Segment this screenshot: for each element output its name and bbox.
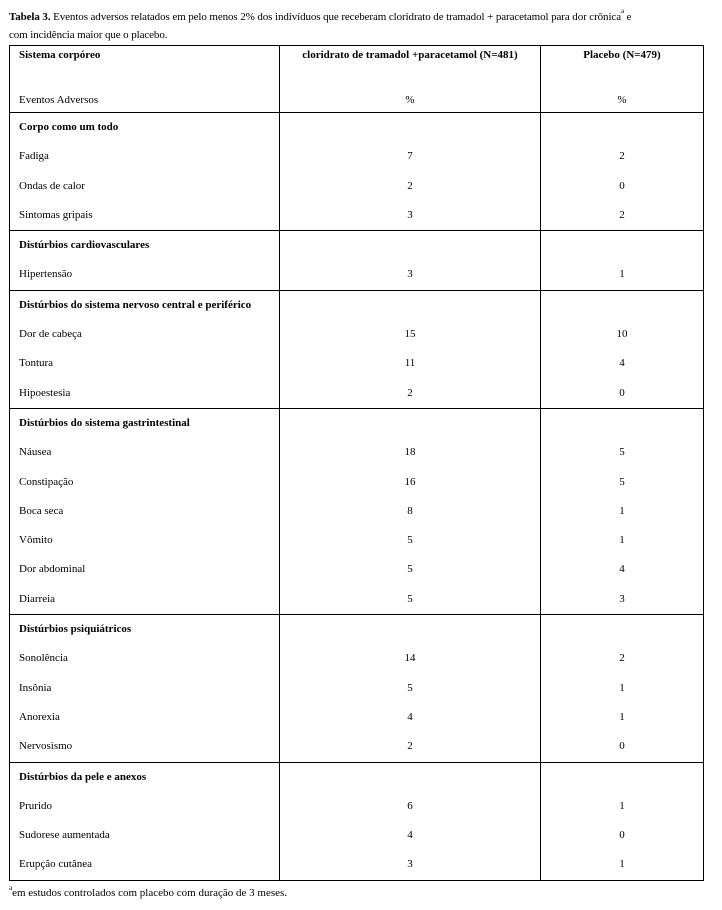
group-placebo-cell [541,290,704,408]
group-placebo-spacer [541,615,703,644]
placebo-percent: 10 [616,328,628,341]
drug-percent: 5 [407,592,413,605]
group-placebo-spacer [541,291,703,320]
group-events-cell [10,290,280,408]
placebo-percent: 4 [619,357,625,370]
header-placebo-unit: % [617,94,627,106]
group-placebo-cell [541,762,704,880]
drug-percent: 18 [404,446,416,459]
caption-text: Eventos adversos relatados em pelo menos 2% dos indivíduos que receberam cloridrato de tramadol + paracetamol para dor crônica [50,11,621,23]
group-drug-cell [280,615,541,762]
placebo-percent: 1 [619,268,625,281]
event-name: Fadiga [19,150,49,163]
placebo-percent: 0 [619,829,625,842]
adverse-events-table [9,45,704,881]
group-drug-cell [280,762,541,880]
group-placebo-cell [541,113,704,231]
drug-percent: 8 [407,504,413,517]
caption-label: Tabela 3. [9,11,51,23]
header-events-label: Eventos Adversos [19,94,99,106]
group-events-cell [10,762,280,880]
group-events-cell [10,408,280,614]
placebo-percent: 1 [619,681,625,694]
event-name: Ondas de calor [19,179,85,192]
drug-percent: 4 [407,710,413,723]
group-drug-spacer [280,409,540,438]
group-drug-spacer [280,763,540,792]
placebo-percent: 1 [619,858,625,871]
drug-percent: 15 [404,328,416,341]
placebo-percent: 0 [619,179,625,192]
placebo-percent: 1 [619,504,625,517]
drug-percent: 3 [407,208,413,221]
placebo-percent: 2 [619,208,625,221]
placebo-percent: 1 [619,799,625,812]
table-group-row [10,762,704,880]
event-name: Nervosismo [19,740,73,753]
event-name: Sintomas gripais [19,208,93,221]
placebo-percent: 1 [619,710,625,723]
placebo-percent: 2 [619,150,625,163]
group-title: Distúrbios da pele e anexos [19,770,147,783]
drug-percent: 3 [407,268,413,281]
drug-percent: 5 [407,563,413,576]
header-cell-placebo [541,46,704,113]
event-name: Vômito [19,534,53,547]
table-footnote [9,885,287,901]
footnote-marker: a [9,884,13,892]
group-title: Distúrbios do sistema gastrintestinal [19,416,190,429]
event-name: Erupção cutânea [19,858,92,871]
placebo-percent: 0 [619,386,625,399]
group-placebo-cell [541,615,704,762]
header-placebo-title: Placebo (N=479) [583,49,661,61]
placebo-percent: 2 [619,652,625,665]
event-name: Tontura [19,357,54,370]
event-name: Boca seca [19,504,64,517]
caption-text-end: e [624,11,632,23]
caption-footnote-marker: a [620,7,624,15]
group-placebo-spacer [541,409,703,438]
table-group-row [10,113,704,231]
event-name: Dor de cabeça [19,328,82,341]
event-name: Anorexia [19,710,60,723]
header-system-title: Sistema corpóreo [19,49,101,61]
group-drug-spacer [280,291,540,320]
footnote-text: em estudos controlados com placebo com duração de 3 meses. [12,887,288,899]
drug-percent: 4 [407,829,413,842]
drug-percent: 3 [407,858,413,871]
event-name: Hipertensão [19,268,73,281]
group-drug-cell [280,290,541,408]
group-title: Distúrbios cardiovasculares [19,239,150,252]
drug-percent: 5 [407,534,413,547]
table-group-row [10,615,704,762]
header-drug-unit: % [405,94,415,106]
drug-percent: 14 [404,652,416,665]
event-name: Hipoestesia [19,386,71,399]
placebo-percent: 0 [619,740,625,753]
caption-text-line2: com incidência maior que o placebo. [9,29,168,41]
placebo-percent: 3 [619,592,625,605]
placebo-percent: 5 [619,475,625,488]
placebo-percent: 5 [619,446,625,459]
drug-percent: 16 [404,475,416,488]
group-events-cell [10,231,280,291]
group-events-cell [10,113,280,231]
table-group-row [10,408,704,614]
group-drug-spacer [280,615,540,644]
event-name: Sonolência [19,652,68,665]
header-drug-title: cloridrato de tramadol +paracetamol (N=481) [302,49,518,61]
group-placebo-cell [541,231,704,291]
drug-percent: 5 [407,681,413,694]
drug-percent: 2 [407,179,413,192]
header-cell-drug [280,46,541,113]
event-name: Diarreia [19,592,56,605]
drug-percent: 2 [407,386,413,399]
drug-percent: 7 [407,150,413,163]
event-name: Insônia [19,681,52,694]
group-drug-spacer [280,231,540,260]
event-name: Prurido [19,799,52,812]
drug-percent: 2 [407,740,413,753]
placebo-percent: 1 [619,534,625,547]
table-header-row [10,46,704,113]
event-name: Sudorese aumentada [19,829,110,842]
event-name: Dor abdominal [19,563,86,576]
table-group-row [10,231,704,291]
group-title: Corpo como um todo [19,121,119,133]
group-placebo-spacer [541,763,703,792]
group-drug-cell [280,408,541,614]
header-cell-system [10,46,280,113]
placebo-percent: 4 [619,563,625,576]
event-name: Constipação [19,475,74,488]
group-drug-cell [280,231,541,291]
group-events-cell [10,615,280,762]
table-group-row [10,290,704,408]
table-caption [9,8,719,44]
group-drug-spacer [280,113,540,142]
group-drug-cell [280,113,541,231]
group-placebo-spacer [541,113,703,142]
group-placebo-cell [541,408,704,614]
group-title: Distúrbios do sistema nervoso central e periférico [19,298,252,311]
drug-percent: 11 [404,357,416,370]
event-name: Náusea [19,446,52,459]
group-placebo-spacer [541,231,703,260]
drug-percent: 6 [407,799,413,812]
group-title: Distúrbios psiquiátricos [19,623,132,636]
